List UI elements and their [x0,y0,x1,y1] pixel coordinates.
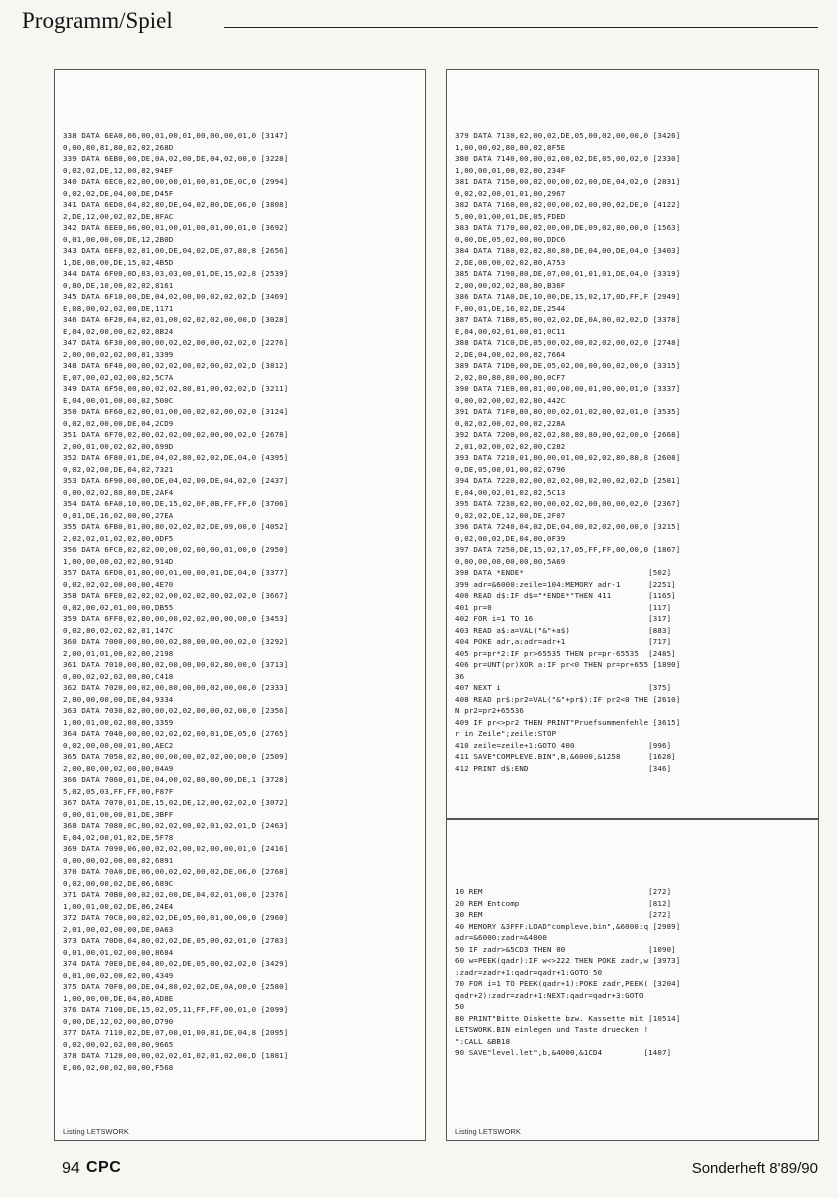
code-line: 0,02,02,00,01,01,00,2967 [455,188,566,198]
code-line: 2,80,00,00,00,DE,04,9334 [63,694,174,704]
code-line: E,04,02,00,00,02,02,8B24 [63,326,174,336]
code-line: 20 REM Entcomp [812] [455,898,672,908]
code-line: 339 DATA 6EB0,00,DE,0A,02,00,DE,04,02,00,0 [3228] [63,154,289,163]
code-line: E,06,02,00,02,00,00,F568 [63,1062,174,1072]
code-line: 396 DATA 7240,04,02,DE,04,00,02,02,00,00,0 [3215] [455,522,681,531]
code-line: 354 DATA 6FA0,10,00,DE,15,02,0F,0B,FF,FF,0 [3706] [63,499,289,508]
code-line: 2,DE,12,00,02,02,DE,8FAC [63,211,174,221]
code-line: 380 DATA 7140,00,00,02,00,02,DE,05,00,02,0 [2330] [455,154,681,163]
code-line: 90 SAVE"level.let",b,&4000,&1CD4 [1407] [455,1048,672,1057]
code-line: 364 DATA 7040,00,00,02,02,02,00,01,DE,05,0 [2765] [63,729,289,738]
code-line: 405 pr=pr*2:IF pr>65535 THEN pr=pr-65535 [2485] [455,648,676,658]
code-line: F,00,01,DE,16,02,DE,2544 [455,303,566,313]
code-line: 395 DATA 7230,02,00,00,02,02,00,00,00,02,0 [2367] [455,499,681,508]
code-line: LETSWORK.BIN einlegen und Taste druecken ! [455,1025,649,1034]
listing-code-right-bottom [455,886,680,1059]
code-line: 388 DATA 71C0,DE,05,00,02,00,02,02,00,02,0 [2748] [455,338,681,347]
code-line: E,04,02,00,01,02,DE,5F78 [63,832,174,842]
code-line: 391 DATA 71F0,80,80,00,02,01,02,00,02,01,0 [3535] [455,407,681,416]
code-line: 390 DATA 71E0,00,01,00,00,00,01,00,00,01,0 [3337] [455,384,681,393]
code-line: 350 DATA 6F60,02,00,01,00,00,02,02,00,02,0 [3124] [63,407,289,416]
code-line: 0,02,02,DE,04,00,DE,D45F [63,188,174,198]
code-line: 0,02,02,00,DE,04,02,7321 [63,464,174,474]
code-line: 362 DATA 7020,00,02,00,80,00,00,02,00,00,0 [2333] [63,683,289,692]
code-line: 403 READ a$:a=VAL("&"+a$) [883] [455,625,672,635]
code-line: 70 FOR i=1 TO PEEK(qadr+1):POKE zadr,PEEK( [3204] [455,979,681,988]
code-line: r in Zeile";zeile:STOP [455,729,557,738]
listing-code-left [63,130,288,1073]
code-line: 408 READ pr$:pr2=VAL("&"+pr$):IF pr2<0 THE [2610] [455,694,681,704]
code-line: 0,80,DE,10,00,02,02,8161 [63,280,174,290]
code-line: 345 DATA 6F10,00,DE,04,02,00,00,02,02,02,D [3469] [63,292,289,301]
code-line: 2,01,00,02,00,00,DE,0A63 [63,924,174,934]
code-line: 373 DATA 70D0,04,80,02,02,DE,05,00,02,01,0 [2783] [63,936,289,945]
listing-panel-left [54,69,426,1141]
code-line: 358 DATA 6FE0,02,02,02,00,02,02,00,02,02,0 [3667] [63,591,289,600]
listing-caption-left: Listing LETSWORK [63,1127,129,1136]
code-line: 0,02,00,00,02,DE,06,689C [63,878,174,888]
code-line: 366 DATA 7060,01,DE,04,00,02,80,00,00,DE,1 [3728] [63,775,289,784]
code-line: 406 pr=UNT(pr)XOR a:IF pr<0 THEN pr=pr+655 [1890] [455,660,681,669]
code-line: 407 NEXT i [375] [455,683,672,692]
code-line: qadr+2):zadr=zadr+1:NEXT:qadr=qadr+3:GOTO [455,990,644,1000]
code-line: 0,02,02,DE,12,00,02,94EF [63,165,174,175]
code-line: 383 DATA 7170,00,02,00,00,DE,09,02,80,00,0 [1563] [455,223,681,232]
code-line: 360 DATA 7000,00,00,00,02,80,00,00,00,02,0 [3292] [63,637,289,646]
code-line: 352 DATA 6F80,01,DE,04,02,80,02,02,DE,04,0 [4395] [63,453,289,462]
code-line: 387 DATA 71B0,05,00,02,02,DE,0A,00,02,02,D [3378] [455,315,681,324]
code-line: 36 [455,671,465,681]
code-line: 368 DATA 7080,0C,00,02,02,00,02,01,02,01,D [2463] [63,821,289,830]
header-rule [224,27,818,28]
code-line: 347 DATA 6F30,00,00,00,02,02,00,00,02,02,0 [2276] [63,338,289,347]
code-line: 346 DATA 6F20,04,02,01,00,02,02,02,00,00,D [3028] [63,315,289,324]
code-line: 80 PRINT"Bitte Diskette bzw. Kassette mit [10514] [455,1013,681,1023]
code-line: 0,02,02,02,00,00,00,4E70 [63,579,174,589]
code-line: 356 DATA 6FC0,02,02,00,00,02,00,00,01,00,0 [2950] [63,545,289,554]
code-line: 0,02,02,00,02,00,02,228A [455,418,566,428]
code-line: 0,02,00,02,DE,04,00,0F39 [455,533,566,543]
listing-code-right-top [455,130,680,774]
code-line: 0,00,00,02,00,00,02,6891 [63,855,174,865]
code-line: 363 DATA 7030,02,00,00,02,02,00,00,02,00,0 [2356] [63,706,289,715]
code-line: 0,00,80,81,80,02,02,268D [63,142,174,152]
code-line: 374 DATA 70E0,DE,04,80,02,DE,05,00,02,02,0 [3429] [63,959,289,968]
code-line: 371 DATA 70B0,00,02,02,00,DE,04,02,01,00,0 [2376] [63,890,289,899]
code-line: 338 DATA 6EA0,06,00,01,00,01,00,00,00,01,0 [3147] [63,131,289,140]
code-line: 370 DATA 70A0,DE,06,00,02,02,00,02,DE,06,0 [2768] [63,867,289,876]
code-line: 359 DATA 6FF0,02,80,00,00,02,02,00,00,00,0 [3453] [63,614,289,623]
code-line: 0,02,02,DE,12,00,DE,2F07 [455,510,566,520]
code-line: 0,00,02,00,02,02,80,442C [455,395,566,405]
section-title: Programm/Spiel [22,8,173,33]
code-line: 376 DATA 7100,DE,15,02,05,11,FF,FF,00,01,0 [2099] [63,1005,289,1014]
code-line: E,04,00,02,01,00,01,0C11 [455,326,566,336]
code-line: 2,DE,08,00,02,02,80,A753 [455,257,566,267]
code-line: 397 DATA 7250,DE,15,02,17,05,FF,FF,00,00,0 [1867] [455,545,681,554]
code-line: E,04,00,01,00,00,02,500C [63,395,174,405]
code-line: 365 DATA 7050,02,80,00,00,00,02,02,00,00,0 [2509] [63,752,289,761]
code-line: E,04,00,02,01,02,02,5C13 [455,487,566,497]
listing-caption-right: Listing LETSWORK [455,1127,521,1136]
code-line: 389 DATA 71D0,00,DE,05,02,00,00,00,02,00,0 [3315] [455,361,681,370]
code-line: 402 FOR i=1 TO 16 [317] [455,614,672,623]
code-line: 341 DATA 6ED0,04,02,80,DE,04,02,80,DE,06,0 [3808] [63,200,289,209]
issue-label: Sonderheft 8'89/90 [691,1160,818,1177]
code-line: 351 DATA 6F70,02,00,02,02,00,02,00,00,02,0 [2678] [63,430,289,439]
code-line: 0,00,DE,05,02,00,00,DDC6 [455,234,566,244]
code-line: 1,00,00,02,80,80,02,8F5E [455,142,566,152]
code-line: 409 IF pr<>pr2 THEN PRINT"Pruefsummenfehle [3615] [455,717,681,727]
code-line: 379 DATA 7130,02,00,02,DE,05,00,02,00,00,0 [3426] [455,131,681,140]
code-line: 349 DATA 6F50,00,00,02,02,80,81,00,02,02,D [3211] [63,384,289,393]
code-line: 353 DATA 6F90,00,00,DE,04,02,00,DE,04,02,0 [2437] [63,476,289,485]
code-line: 60 w=PEEK(qadr):IF w<>222 THEN POKE zadr,w [3973] [455,956,681,965]
code-line: 393 DATA 7210,01,00,00,01,00,02,02,80,80,8 [2608] [455,453,681,462]
magazine-logo: CPC [86,1159,122,1176]
code-line: 369 DATA 7090,06,00,02,02,00,02,00,00,01,0 [2416] [63,844,289,853]
code-line: 0,00,DE,12,02,00,00,D790 [63,1016,174,1026]
code-line: 410 zeile=zeile+1:GOTO 400 [996] [455,740,672,750]
code-line: 1,00,01,00,02,80,00,3359 [63,717,174,727]
code-line: 355 DATA 6FB0,01,00,80,02,02,02,DE,09,00,0 [4052] [63,522,289,531]
code-line: 1,00,00,00,DE,04,80,AD8E [63,993,174,1003]
code-line: 400 READ d$:IF d$="*ENDE*"THEN 411 [1165] [455,591,676,600]
code-line: 0,00,00,00,00,00,00,5A69 [455,556,566,566]
code-line: 382 DATA 7160,00,02,00,00,02,00,00,02,DE,0 [4122] [455,200,681,209]
code-line: 394 DATA 7220,02,00,02,02,00,02,00,02,02,D [2581] [455,476,681,485]
code-line: 0,02,00,00,00,01,00,AEC2 [63,740,174,750]
code-line: 344 DATA 6F00,0D,03,03,03,00,01,DE,15,02,8 [2539] [63,269,289,278]
code-line: 372 DATA 70C0,00,02,02,DE,05,00,01,00,00,0 [2960] [63,913,289,922]
code-line: N pr2=pr2+65536 [455,706,524,715]
code-line: 50 [455,1002,465,1011]
code-line: 384 DATA 7180,02,02,80,80,DE,04,00,DE,04,0 [3403] [455,246,681,255]
code-line: ":CALL &BB18 [455,1036,511,1046]
code-line: 357 DATA 6FD0,01,00,00,01,00,00,01,DE,04,0 [3377] [63,568,289,577]
code-line: 0,00,01,00,00,01,DE,3BFF [63,809,174,819]
code-line: 0,02,00,02,01,00,00,DB55 [63,602,174,612]
code-line: 1,00,00,01,00,02,00,234F [455,165,566,175]
code-line: 343 DATA 6EF0,02,01,00,DE,04,02,DE,07,80,8 [2656] [63,246,289,255]
code-line: adr=&6000:zadr=&4000 [455,933,547,942]
code-line: 2,02,02,01,02,02,00,0DF5 [63,533,174,543]
code-line: 411 SAVE"COMPLEVE.BIN",B,&6000,&1258 [1628] [455,752,676,761]
code-line: 392 DATA 7200,00,02,02,80,80,80,00,02,00,0 [2668] [455,430,681,439]
code-line: 2,00,80,00,02,00,00,04A9 [63,763,174,773]
code-line: 367 DATA 7070,01,DE,15,02,DE,12,00,02,02,0 [3072] [63,798,289,807]
code-line: 340 DATA 6EC0,02,00,00,00,01,00,01,DE,0C,0 [2994] [63,177,289,186]
code-line: 0,00,02,02,02,00,00,C418 [63,671,174,681]
code-line: 1,00,01,00,02,DE,06,24E4 [63,901,174,911]
code-line: 0,DE,05,00,01,00,02,6796 [455,464,566,474]
code-line: 375 DATA 70F0,00,DE,04,80,02,02,DE,0A,00,0 [2580] [63,982,289,991]
code-line: E,07,00,02,02,00,02,5C7A [63,372,174,382]
code-line: 0,02,02,00,00,DE,04,2CD9 [63,418,174,428]
code-line: 0,02,00,02,02,00,00,9665 [63,1039,174,1049]
code-line: 2,DE,04,00,02,00,02,7664 [455,349,566,359]
code-line: 10 REM [272] [455,887,672,896]
code-line: E,08,00,02,02,00,DE,1171 [63,303,174,313]
code-line: 0,00,02,02,80,80,DE,2AF4 [63,487,174,497]
code-line: 385 DATA 7190,80,DE,07,00,01,01,01,DE,04,0 [3319] [455,269,681,278]
code-line: 348 DATA 6F40,00,00,02,02,00,02,00,02,02,D [3812] [63,361,289,370]
code-line: 2,00,01,00,02,02,00,699D [63,441,174,451]
code-line: 377 DATA 7110,02,DE,07,00,01,00,81,DE,04,8 [2095] [63,1028,289,1037]
code-line: 0,01,DE,16,02,00,00,27EA [63,510,174,520]
code-line: 2,00,01,01,00,02,00,2198 [63,648,174,658]
code-line: 2,02,80,80,80,00,00,0CF7 [455,372,566,382]
code-line: 5,00,01,00,01,DE,05,FDED [455,211,566,221]
code-line: 399 adr=&6000:zeile=104:MEMORY adr-1 [2251] [455,579,676,589]
code-line: 2,01,02,00,02,02,00,C282 [455,441,566,451]
code-line: 342 DATA 6EE0,06,00,01,00,01,00,01,00,01,0 [3692] [63,223,289,232]
code-line: 378 DATA 7120,00,00,02,02,01,02,01,02,00,D [1881] [63,1051,289,1060]
code-line: :zadr=zadr+1:qadr=qadr+1:GOTO 50 [455,967,603,977]
code-line: 386 DATA 71A0,DE,10,00,DE,15,02,17,0D,FF,F [2949] [455,292,681,301]
code-line: 50 IF zadr>&5CD3 THEN 80 [1090] [455,944,676,954]
code-line: 30 REM [272] [455,910,672,919]
code-line: 2,00,00,02,02,80,80,B36F [455,280,566,290]
code-line: 0,01,00,02,00,02,00,4349 [63,970,174,980]
code-line: 361 DATA 7010,00,80,02,00,00,00,02,80,00,0 [3713] [63,660,289,669]
code-line: 0,02,80,02,02,02,01,147C [63,625,174,635]
listing-panel-right-top [446,69,819,819]
page-number: 94 [62,1160,80,1177]
code-line: 381 DATA 7150,00,02,00,00,02,00,DE,04,02,0 [2831] [455,177,681,186]
code-line: 0,01,00,00,00,DE,12,2B0D [63,234,174,244]
code-line: 398 DATA *ENDE* [502] [455,568,672,577]
code-line: 412 PRINT d$:END [346] [455,763,672,773]
code-line: 2,00,00,02,02,00,01,3399 [63,349,174,359]
listing-panel-right-bottom [446,819,819,1141]
code-line: 40 MEMORY &3FFF:LOAD"compleve.bin",&6000:q [2989] [455,921,681,931]
code-line: 401 pr=0 [117] [455,602,672,612]
code-line: 1,00,00,00,02,02,00,914D [63,556,174,566]
code-line: 5,02,05,03,FF,FF,00,F87F [63,786,174,796]
code-line: 0,01,00,01,02,00,00,8684 [63,947,174,957]
code-line: 1,DE,08,00,DE,15,02,4B5D [63,257,174,267]
code-line: 404 POKE adr,a:adr=adr+1 [717] [455,637,672,646]
